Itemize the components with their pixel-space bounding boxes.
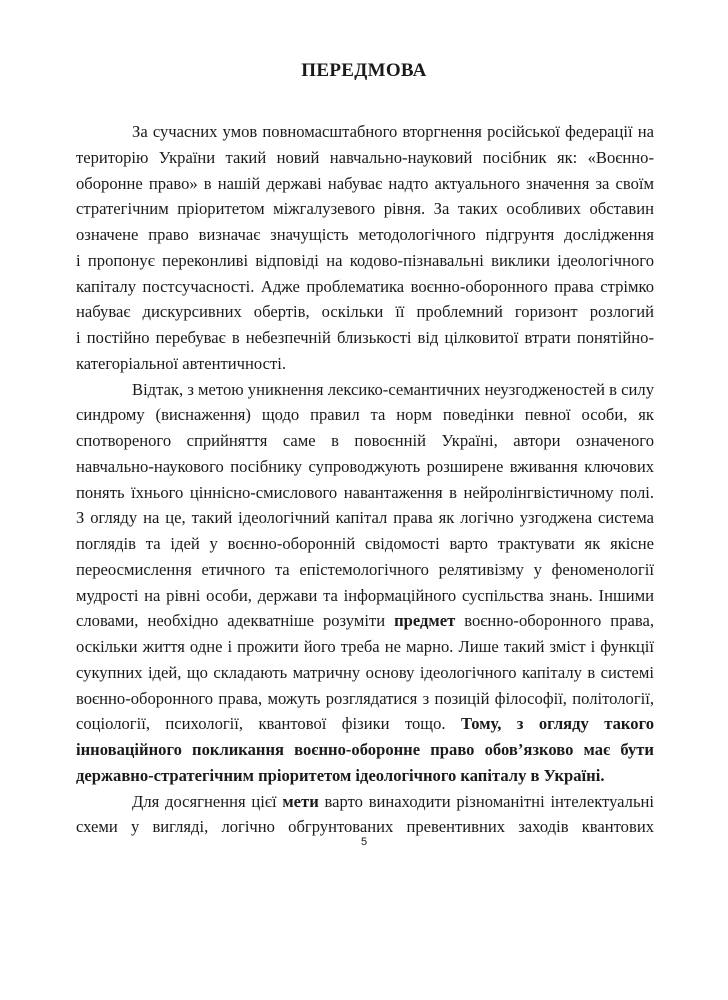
text-line: категоріальної автентичності. <box>76 353 286 373</box>
bold-emphasis: Тому, з огляду такого <box>460 714 654 734</box>
text-line <box>76 611 654 631</box>
bold-term: мети <box>282 791 319 811</box>
text-line: оборонне право» в нашій державі набуває надто актуального значення за своїм <box>76 173 654 193</box>
text-line: спотвореного сприйняття саме в повоєнній Україні, автори означеного <box>76 431 654 450</box>
line-text: словами, необхідно адекватніше розуміти <box>76 611 395 631</box>
text-line: мудрості на рівні особи, держави та інформаційного суспільства знань. Іншими <box>76 585 654 605</box>
text-line: оскільки життя одне і прожити його треба не марно. Лише такий зміст і функції <box>76 637 654 656</box>
text-line <box>132 792 654 812</box>
text-line: сукупних ідей, що складають матричну основу ідеологічного капіталу в системі <box>76 662 654 682</box>
bold-emphasis: інноваційного покликання воєнно-оборонне право обов’язково має бути <box>76 740 654 759</box>
line-text: воєнно-оборонного права, <box>455 611 654 631</box>
text-line: Відтак, з метою уникнення лексико-семантичних неузгодженостей в силу <box>132 379 654 399</box>
text-line: означене право визначає значущість методологічного підгрунтя дослідження <box>76 225 654 244</box>
text-line: схеми у вигляді, логічно обгрунтованих превентивних заходів квантових <box>76 817 654 837</box>
text-line: понять їхнього ціннісно-смислового навантаження в нейролінгвістичному полі. <box>76 482 654 502</box>
page-number: 5 <box>360 836 368 848</box>
bold-emphasis: державно-стратегічним пріоритетом ідеологічного капіталу в Україні. <box>76 765 605 785</box>
line-text: варто винаходити різноманітні інтелектуальні <box>318 791 655 811</box>
page-title: ПЕРЕДМОВА <box>301 60 427 81</box>
line-text: соціології, психології, квантової фізики тощо. <box>76 714 461 734</box>
text-line: капіталу постсучасності. Адже проблематика воєнно-оборонного права стрімко <box>76 276 654 296</box>
text-line: і пропонує переконливі відповіді на кодово-пізнавальні виклики ідеологічного <box>76 250 654 270</box>
text-line <box>76 714 654 734</box>
bold-term: предмет <box>394 611 456 631</box>
text-line: стратегічним пріоритетом міжгалузевого рівня. За таких особливих обставин <box>76 199 654 219</box>
text-line: навчально-наукового посібнику супроводжують розширене вживання ключових <box>76 456 654 476</box>
text-line: синдрому (виснаження) щодо правил та норм поведінки певної особи, як <box>76 405 654 425</box>
text-line: З огляду на це, такий ідеологічний капітал права як логічно узгоджена система <box>76 508 654 528</box>
text-line <box>76 740 654 760</box>
text-line: територію України такий новий навчально-науковий посібник як: «Воєнно- <box>76 147 654 167</box>
text-line: і постійно перебуває в небезпечній близькості від цілковитої втрати понятійно- <box>76 328 654 347</box>
line-text: Для досягнення цієї <box>132 791 283 811</box>
text-line: поглядів та ідей у воєнно-оборонній свідомості варто трактувати як якісне <box>76 534 654 553</box>
text-line: воєнно-оборонного права, можуть розглядатися з позицій філософії, політології, <box>76 688 654 708</box>
text-line: набуває дискурсивних обертів, оскільки її проблемний горизонт розлогий <box>76 302 654 322</box>
text-line: переосмислення етичного та епістемологічного релятивізму у феноменології <box>76 559 654 579</box>
text-line: За сучасних умов повномасштабного вторгнення російської федерації на <box>132 122 654 141</box>
text-line <box>76 766 654 786</box>
